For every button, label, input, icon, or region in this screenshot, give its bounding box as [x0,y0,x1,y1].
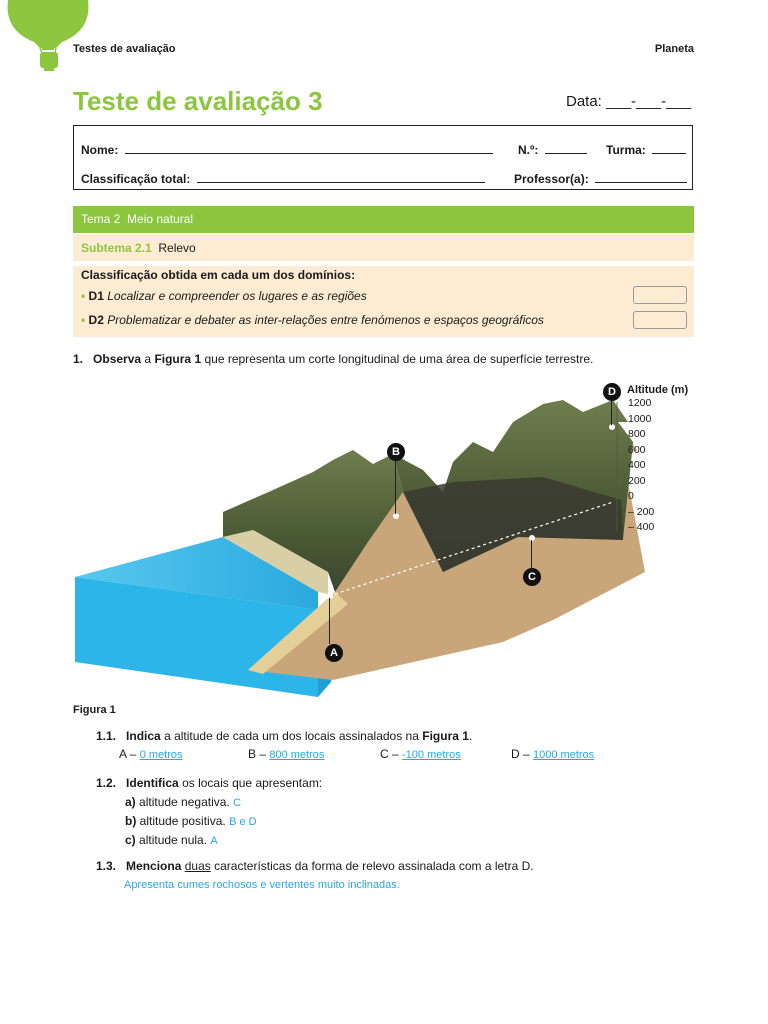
marker-d-point [609,424,615,430]
answer-value: A [210,835,218,847]
identification-box [73,125,693,190]
marker-c-point [529,535,535,541]
domain-code: D2 [88,313,104,327]
answer-value: 800 metros [269,749,325,761]
list-item: c) altitude nula. A [125,833,218,847]
subtheme-banner [73,234,694,261]
class-field[interactable] [652,143,686,154]
answer-c: C – -100 metros [380,747,461,761]
marker-a-badge: A [325,644,343,662]
answer-value: 1000 metros [533,749,595,761]
question-1-3: 1.3. Menciona duas características da forma de relevo assinalada com a letra D. [96,859,534,873]
domain-grade-box[interactable] [633,286,687,304]
marker-b-point [393,513,399,519]
theme-banner [73,206,694,233]
theme-name: Meio natural [127,212,194,226]
altitude-axis-title: Altitude (m) [627,384,689,396]
name-field[interactable] [125,143,493,154]
balloon-logo-icon [0,0,95,75]
answer-value: C [233,797,242,809]
question-1-1: 1.1. Indica a altitude de cada um dos locais assinalados na Figura 1. [96,729,473,743]
marker-c-badge: C [523,568,541,586]
answer-value: 0 metros [139,749,183,761]
answer-value: -100 metros [402,749,461,761]
domains-panel [73,266,694,337]
domain-text: Localizar e compreender os lugares e as regiões [107,289,367,303]
grade-label: Classificação total: [81,172,191,186]
list-item: a) altitude negativa. C [125,795,242,809]
name-label: Nome: [81,143,119,157]
subtheme-label: Subtema 2.1 [81,241,152,255]
domain-item: • D1 Localizar e compreender os lugares e as regiões [81,289,367,303]
marker-a-point [327,593,333,599]
subtheme-name: Relevo [158,241,196,255]
number-field[interactable] [545,143,587,154]
grade-field[interactable] [197,172,485,183]
teacher-field[interactable] [595,172,687,183]
header-brand: Planeta [654,43,694,55]
theme-label: Tema 2 [81,212,121,226]
domains-heading: Classificação obtida em cada um dos domínios: [81,268,356,282]
number-label: N.º: [518,143,539,157]
question-1: 1. Observa a Figura 1 que representa um corte longitudinal de uma área de superfície terrestre. [73,352,594,366]
teacher-label: Professor(a): [514,172,589,186]
answer-1-3: Apresenta cumes rochosos e vertentes muito inclinadas. [124,879,400,891]
page-title: Teste de avaliação 3 [73,86,323,116]
list-item: b) altitude positiva. B e D [125,814,257,828]
answer-d: D – 1000 metros [511,747,595,761]
relief-block-diagram [73,382,713,702]
altitude-scale: 1200 1000 800 600 400 200 0 – 200 – 400 [628,397,655,533]
domain-code: D1 [88,289,104,303]
answer-a: A – 0 metros [119,747,183,761]
class-label: Turma: [606,143,646,157]
domain-text: Problematizar e debater as inter-relações entre fenómenos e espaços geográficos [107,313,544,327]
date-field[interactable]: Data: ___-___-___ [566,93,692,110]
marker-b-badge: B [387,443,405,461]
answer-b: B – 800 metros [248,747,325,761]
domain-item: • D2 Problematizar e debater as inter-relações entre fenómenos e espaços geográficos [81,313,544,327]
domain-grade-box[interactable] [633,311,687,329]
marker-d-badge: D [603,383,621,401]
question-1-2: 1.2. Identifica os locais que apresentam: [96,776,323,790]
answer-value: B e D [229,816,257,828]
figure-caption: Figura 1 [73,704,116,716]
header-series: Testes de avaliação [73,43,176,55]
